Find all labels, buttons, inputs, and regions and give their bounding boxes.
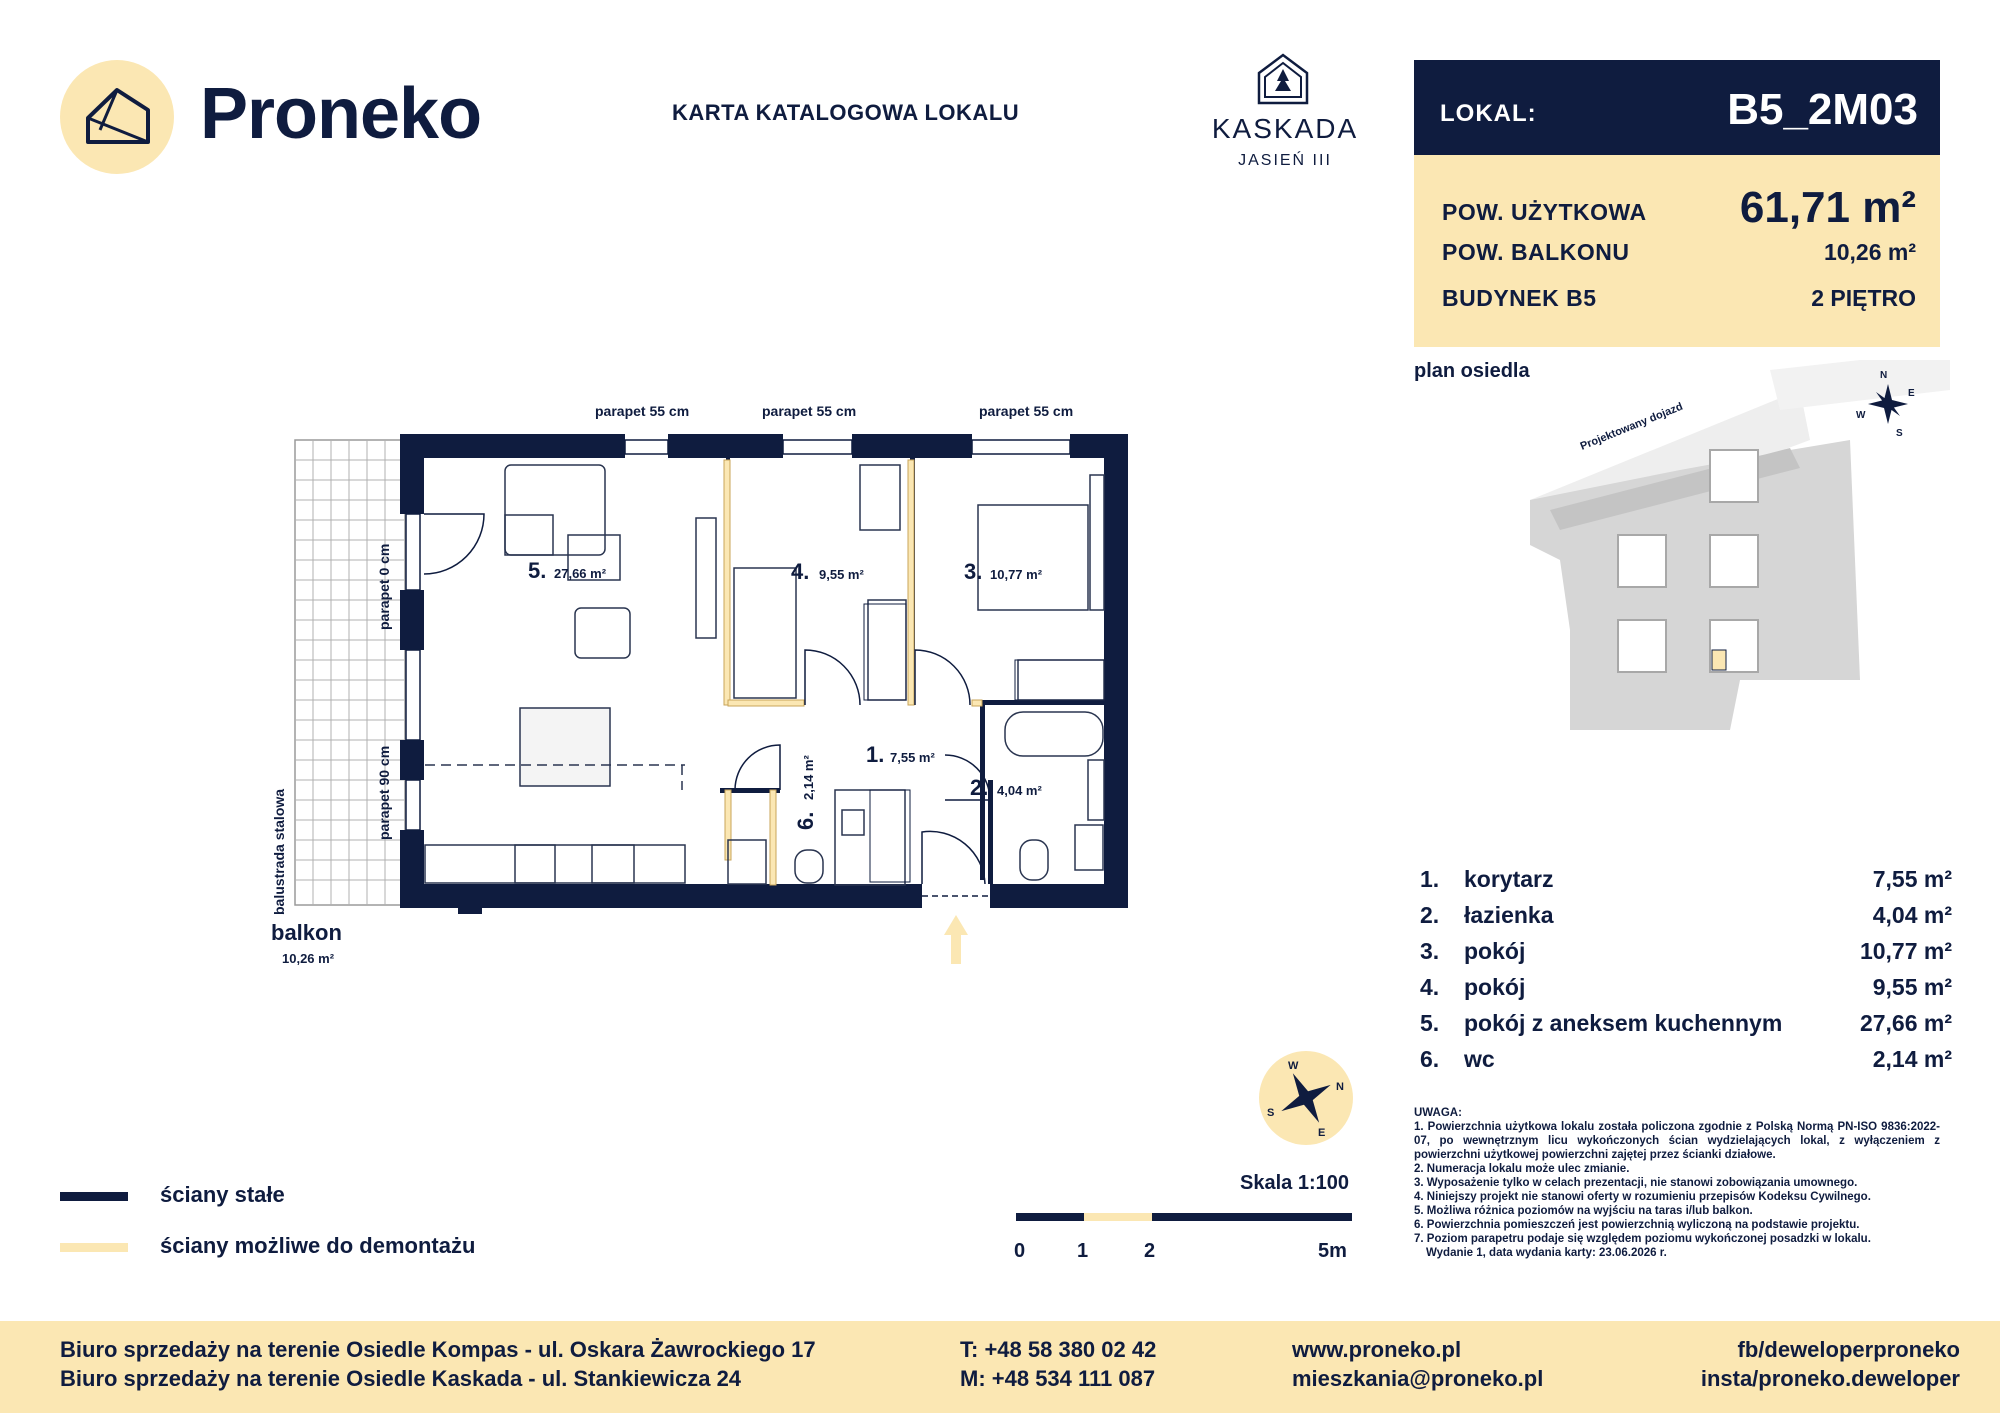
- room-name: wc: [1464, 1046, 1495, 1072]
- room-5-area: 27,66 m²: [554, 566, 607, 581]
- floor-compass-s: S: [1267, 1107, 1275, 1119]
- document-title: KARTA KATALOGOWA LOKALU: [672, 100, 1020, 125]
- table-row: [1420, 1046, 1952, 1082]
- note-item: 6. Powierzchnia pomieszczeń jest powierzchnią wyliczoną na podstawie projektu.: [1414, 1219, 1860, 1231]
- balustrade-label: balustrada stalowa: [271, 788, 287, 915]
- site-compass-w: W: [1856, 410, 1866, 421]
- room-6-area: 2,14 m²: [801, 755, 816, 800]
- balcony-label: balkon: [271, 920, 342, 945]
- balcony-area-label: POW. BALKONU: [1442, 239, 1630, 265]
- scale-title: Skala 1:100: [1240, 1172, 1349, 1194]
- road-label: Projektowany dojazd: [1578, 400, 1685, 453]
- room-1-number: 1.: [866, 742, 885, 767]
- balcony-area-row: [1442, 239, 1916, 269]
- note-issue: Wydanie 1, data wydania karty: 23.06.2026 r.: [1426, 1247, 1667, 1259]
- room-area: 9,55 m²: [1872, 974, 1952, 1000]
- site-compass-e: E: [1908, 388, 1915, 399]
- email-link[interactable]: mieszkania@proneko.pl: [1292, 1366, 1544, 1391]
- room-area: 4,04 m²: [1872, 902, 1952, 928]
- room-area: 27,66 m²: [1859, 1010, 1952, 1036]
- fixed-walls: [400, 434, 1128, 914]
- room-name: korytarz: [1464, 866, 1554, 892]
- parapet-label-2: parapet 55 cm: [762, 403, 857, 419]
- furniture: [425, 465, 1104, 885]
- room-3-number: 3.: [964, 559, 983, 584]
- facebook-link[interactable]: fb/deweloperproneko: [1737, 1337, 1960, 1362]
- legend-removable-label: ściany możliwe do demontażu: [160, 1233, 476, 1258]
- room-1-area: 7,55 m²: [890, 750, 935, 765]
- lokal-id: B5_2M03: [1727, 85, 1918, 134]
- floor-compass-n: N: [1336, 1081, 1344, 1093]
- scale-segment: [1152, 1213, 1352, 1221]
- kaskada-logo-icon: [1255, 53, 1311, 105]
- table-row: [1420, 938, 1952, 974]
- scale-label-5m: 5m: [1318, 1240, 1347, 1262]
- site-compass-s: S: [1896, 428, 1903, 439]
- room-num: 4.: [1420, 974, 1440, 1000]
- balcony-area-value: 10,26 m²: [1823, 239, 1916, 265]
- room-4-number: 4.: [791, 559, 810, 584]
- floor-value: 2 PIĘTRO: [1811, 285, 1916, 311]
- notes: [1414, 1106, 1940, 1260]
- lokal-details: [1414, 155, 1940, 347]
- lokal-header: [1414, 60, 1940, 155]
- phone-m[interactable]: M: +48 534 111 087: [960, 1366, 1156, 1391]
- building-label: BUDYNEK B5: [1442, 285, 1597, 311]
- lokal-label: LOKAL:: [1440, 100, 1537, 127]
- site-compass-n: N: [1880, 370, 1888, 381]
- table-row: [1420, 974, 1952, 1010]
- scale-segment: [1016, 1213, 1084, 1221]
- room-name: pokój: [1464, 938, 1526, 964]
- note-item: 5. Możliwa różnica poziomów na wyjściu na taras i/lub balkon.: [1414, 1205, 1753, 1217]
- room-area: 2,14 m²: [1872, 1046, 1952, 1072]
- scale-label-2: 2: [1144, 1240, 1156, 1262]
- floor-compass-w: W: [1288, 1060, 1299, 1072]
- note-item: 1. Powierzchnia użytkowa lokalu została policzona zgodnie z Polską Normą PN-ISO 9836:2022-07, po wewnętrznym licu wykończonych ścian wydzielających lokal, z wyłączeniem z powierzchni użytkowej powierzchni zajętej przez ścianki działowe.: [1414, 1121, 1940, 1161]
- footer: [0, 1321, 2000, 1413]
- room-3-area: 10,77 m²: [990, 567, 1043, 582]
- room-num: 6.: [1420, 1046, 1440, 1072]
- notes-title: UWAGA:: [1414, 1107, 1462, 1119]
- office-1: Biuro sprzedaży na terenie Osiedle Kompas - ul. Oskara Żawrockiego 17: [60, 1337, 816, 1362]
- room-num: 5.: [1420, 1010, 1440, 1036]
- room-num: 2.: [1420, 902, 1440, 928]
- site-plan-label: plan osiedla: [1414, 360, 1530, 382]
- building-row: [1442, 285, 1916, 315]
- office-2: Biuro sprzedaży na terenie Osiedle Kaskada - ul. Stankiewicza 24: [60, 1366, 742, 1391]
- floor-compass-e: E: [1318, 1127, 1326, 1139]
- project-name: KASKADA: [1211, 113, 1359, 144]
- legend-fixed-swatch: [60, 1192, 128, 1201]
- note-item: 3. Wyposażenie tylko w celach prezentacji, nie stanowi zobowiązania umownego.: [1414, 1177, 1858, 1189]
- brand-name: Proneko: [200, 74, 482, 154]
- legend-removable-swatch: [60, 1243, 128, 1252]
- phone-t[interactable]: T: +48 58 380 02 42: [960, 1337, 1157, 1362]
- removable-walls: [724, 460, 982, 885]
- note-item: 4. Niniejszy projekt nie stanowi oferty w rozumieniu przepisów Kodeksu Cywilnego.: [1414, 1191, 1871, 1203]
- rooms-table: [1420, 866, 1952, 1082]
- site-plan-map: [1530, 360, 1950, 740]
- note-item: 7. Poziom parapetru podaje się względem poziomu wykończonej posadzki w lokalu.: [1414, 1233, 1871, 1245]
- room-4-area: 9,55 m²: [819, 567, 864, 582]
- floor-plan: [0, 0, 1200, 1000]
- balcony-area-label: 10,26 m²: [282, 951, 335, 966]
- parapet-label-1: parapet 55 cm: [595, 403, 690, 419]
- parapet-label-3: parapet 55 cm: [979, 403, 1074, 419]
- room-2-number: 2.: [970, 775, 989, 800]
- room-name: łazienka: [1464, 902, 1554, 928]
- usable-area-label: POW. UŻYTKOWA: [1442, 199, 1647, 225]
- parapet-left-1: parapet 0 cm: [376, 543, 392, 630]
- instagram-link[interactable]: insta/proneko.deweloper: [1700, 1366, 1960, 1391]
- table-row: [1420, 1010, 1952, 1046]
- usable-area-value: 61,71 m²: [1739, 183, 1916, 232]
- room-5-number: 5.: [528, 558, 547, 583]
- table-row: [1420, 902, 1952, 938]
- room-area: 7,55 m²: [1872, 866, 1952, 892]
- room-6-number: 6.: [793, 811, 818, 830]
- room-num: 3.: [1420, 938, 1440, 964]
- usable-area-row: [1442, 183, 1916, 233]
- parapet-left-2: parapet 90 cm: [376, 745, 392, 840]
- project-subtitle: JASIEŃ III: [1238, 152, 1332, 169]
- room-name: pokój z aneksem kuchennym: [1464, 1010, 1783, 1036]
- scale-label-1: 1: [1077, 1240, 1089, 1262]
- scale-label-0: 0: [1014, 1240, 1026, 1262]
- table-row: [1420, 866, 1952, 902]
- room-name: pokój: [1464, 974, 1526, 1000]
- note-item: 2. Numeracja lokalu może ulec zmianie.: [1414, 1163, 1630, 1175]
- scale-segment: [1084, 1213, 1152, 1221]
- legend-fixed-label: ściany stałe: [160, 1182, 285, 1207]
- floor-compass-icon: [1258, 1050, 1354, 1146]
- website-link[interactable]: www.proneko.pl: [1292, 1337, 1462, 1362]
- room-num: 1.: [1420, 866, 1440, 892]
- room-area: 10,77 m²: [1859, 938, 1952, 964]
- room-2-area: 4,04 m²: [997, 783, 1042, 798]
- entry-arrow-icon: [944, 915, 968, 964]
